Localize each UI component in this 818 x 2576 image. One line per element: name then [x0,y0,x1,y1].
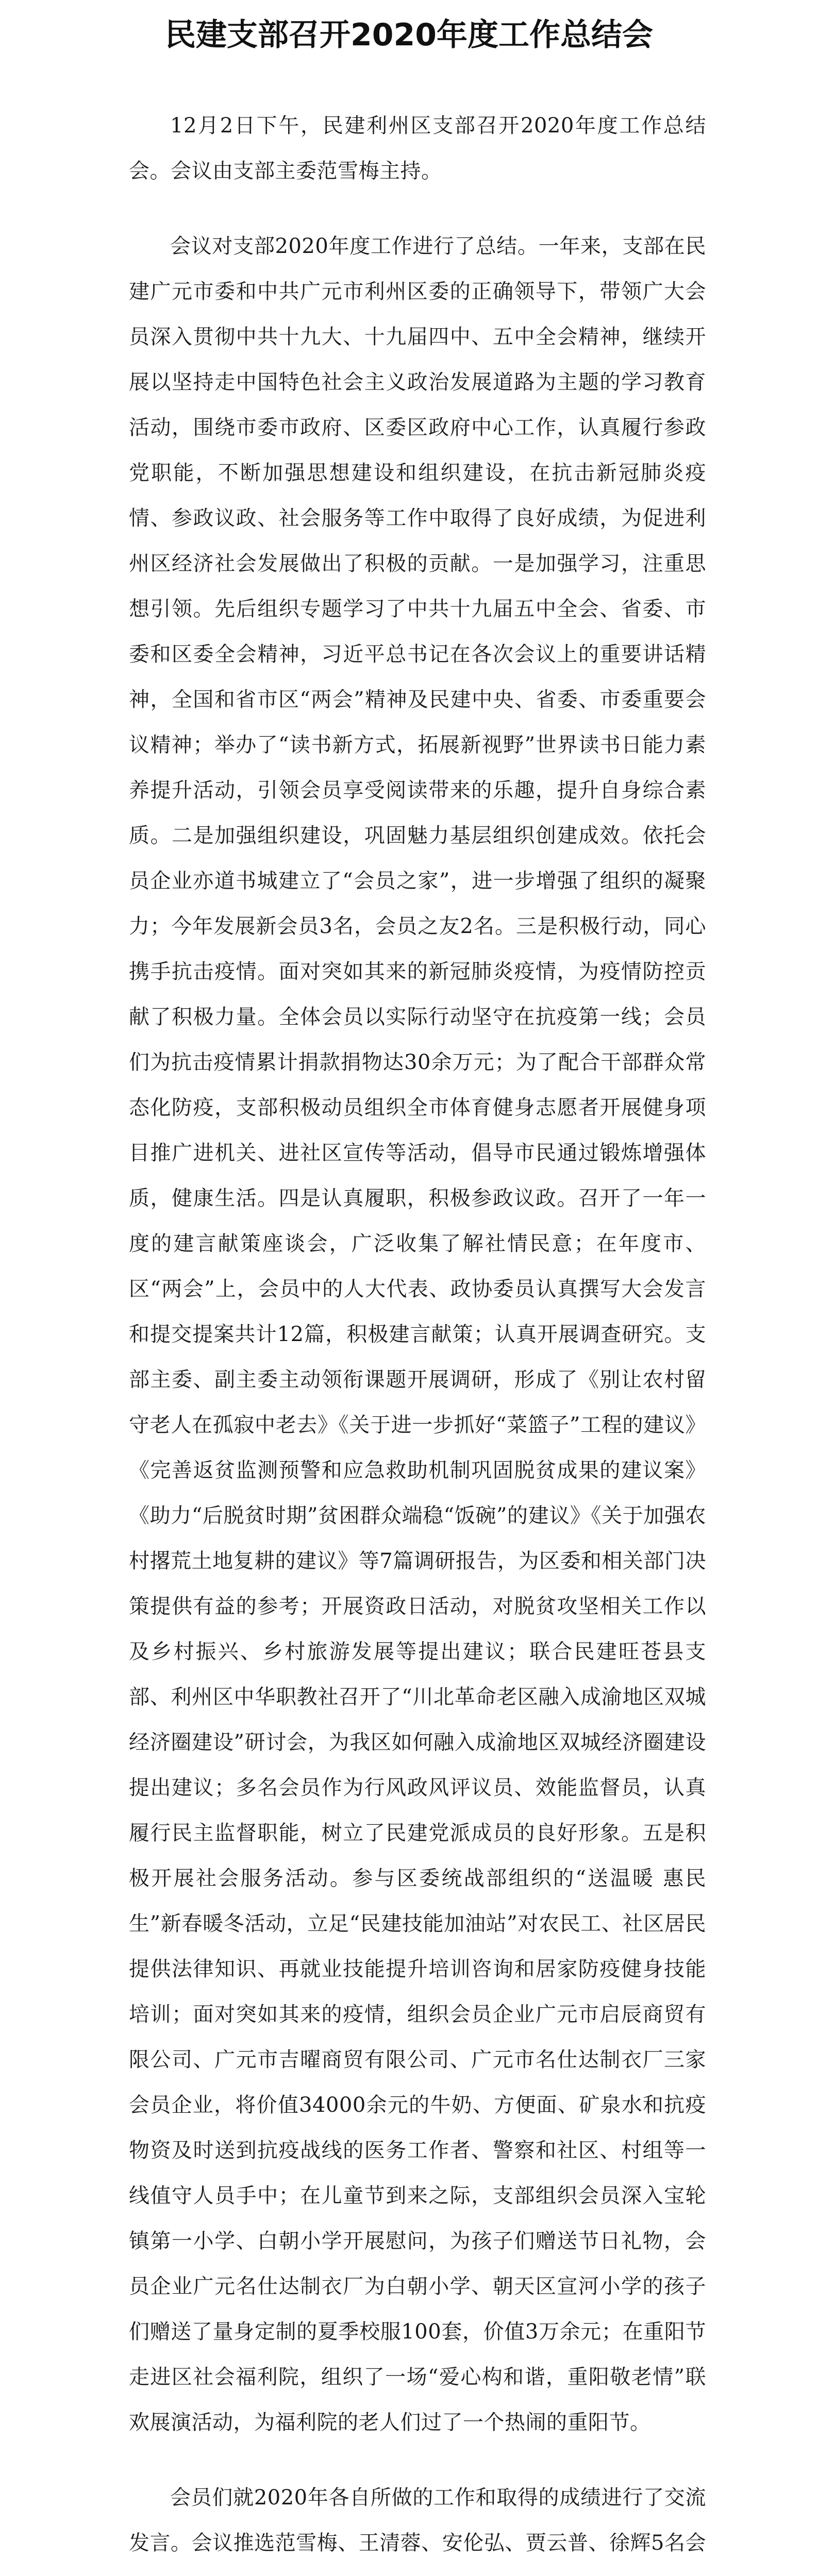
article-body [129,103,706,2576]
paragraph-member-exchange: 会员们就2020年各自所做的工作和取得的成绩进行了交流发言。会议推选范雪梅、王清蓉、安伦弘、贾云普、徐辉5名会 [129,2486,706,2555]
article-title: 民建支部召开2020年度工作总结会 [165,17,653,53]
paragraph-meeting-intro: 12月2日下午，民建利州区支部召开2020年度工作总结会。会议由支部主委范雪梅主持。 [129,114,706,183]
paragraph-annual-summary: 会议对支部2020年度工作进行了总结。一年来，支部在民建广元市委和中共广元市利州区委的正确领导下，带领广大会员深入贯彻中共十九大、十九届四中、五中全会精神，继续开展以坚持走中国特色社会主义政治发展道路为主题的学习教育活动，围绕市委市政府、区委区政府中心工作，认真履行参政党职能，不断加强思想建设和组织建设，在抗击新冠肺炎疫情、参政议政、社会服务等工作中取得了良好成绩，为促进利州区经济社会发展做出了积极的贡献。一是加强学习，注重思想引领。先后组织专题学习了中共十九届五中全会、省委、市委和区委全会精神，习近平总书记在各次会议上的重要讲话精神，全国和省市区“两会”精神及民建中央、省委、市委重要会议精神；举办了“读书新方式，拓展新视野”世界读书日能力素养提升活动，引领会员享受阅读带来的乐趣，提升自身综合素质。二是加强组织建设，巩固魅力基层组织创建成效。依托会员企业亦道书城建立了“会员之家”，进一步增强了组织的凝聚力；今年发展新会员3名，会员之友2名。三是积极行动，同心携手抗击疫情。面对突如其来的新冠肺炎疫情，为疫情防控贡献了积极力量。全体会员以实际行动坚守在抗疫第一线；会员们为抗击疫情累计捐款捐物达30余万元；为了配合干部群众常态化防疫，支部积极动员组织全市体育健身志愿者开展健身项目推广进机关、进社区宣传等活动，倡导市民通过锻炼增强体质，健康生活。四是认真履职，积极参政议政。召开了一年一度的建言献策座谈会，广泛收集了解社情民意；在年度市、区“两会”上，会员中的人大代表、政协委员认真撰写大会发言和提交提案共计12篇，积极建言献策；认真开展调查研究。支部主委、副主委主动领衔课题开展调研，形成了《别让农村留守老人在孤寂中老去》《关于进一步抓好“菜篮子”工程的建议》《完善返贫监测预警和应急救助机制巩固脱贫成果的建议案》《助力“后脱贫时期”贫困群众端稳“饭碗”的建议》《关于加强农村撂荒土地复耕的建议》等7篇调研报告，为区委和相关部门决策提供有益的参考；开展资政日活动，对脱贫攻坚相关工作以及乡村振兴、乡村旅游发展等提出建议；联合民建旺苍县支部、利州区中华职教社召开了“川北革命老区融入成渝地区双城经济圈建设”研讨会，为我区如何融入成渝地区双城经济圈建设提出建议；多名会员作为行风政风评议员、效能监督员，认真履行民主监督职能，树立了民建党派成员的良好形象。五是积极开展社会服务活动。参与区委统战部组织的“送温暖 惠民生”新春暖冬活动，立足“民建技能加油站”对农民工、社区居民提供法律知识、再就业技能提升培训咨询和居家防疫健身技能培训；面对突如其来的疫情，组织会员企业广元市启辰商贸有限公司、广元市吉曜商贸有限公司、广元市名仕达制衣厂三家会员企业，将价值34000余元的牛奶、方便面、矿泉水和抗疫物资及时送到抗疫战线的医务工作者、警察和社区、村组等一线值守人员手中；在儿童节到来之际，支部组织会员深入宝轮镇第一小学、白朝小学开展慰问，为孩子们赠送节日礼物，会员企业广元名仕达制衣厂为白朝小学、朝天区宣河小学的孩子们赠送了量身定制的夏季校服100套，价值3万余元；在重阳节走进区社会福利院，组织了一场“爱心构和谐，重阳敬老情”联欢展演活动，为福利院的老人们过了一个热闹的重阳节。 [129,234,706,2434]
